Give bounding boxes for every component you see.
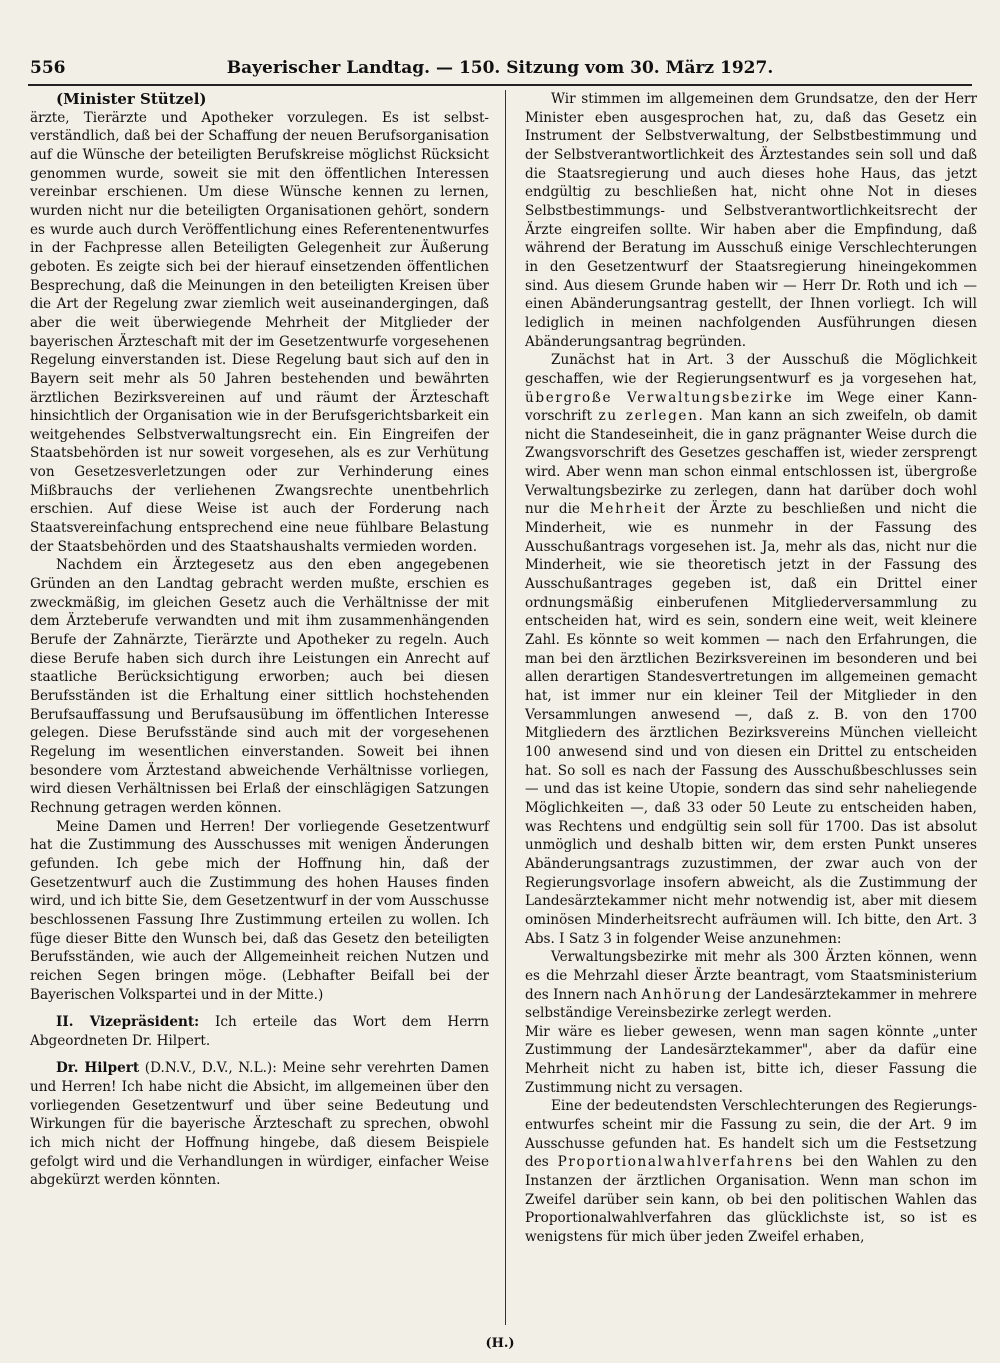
emphasized-text: Mehrheit: [589, 501, 667, 518]
emphasized-text: Anhörung: [641, 986, 723, 1003]
text-run: im Wege einer Kannvorschrift: [525, 389, 977, 425]
statement-text: Ich erteile das Wort dem Herrn Abgeordneten Dr. Hilpert.: [30, 1014, 489, 1049]
statement-text: Meine sehr verehrten Damen und Herren! Ich habe nicht die Absicht, im allgemeinen über den vorliegenden Gesetzentwurf und über seine Bedeutung und Wirkungen für die bayerische Ärzteschaft zu sprechen, obwohl ich mich nicht der Hoffnung hingebe, daß diesem Beispiele gefolgt wird und die Verhandlungen in würdiger, einfacher Weise abgekürzt werden könnten.: [30, 1060, 489, 1189]
speaker-name: II. Vizepräsident:: [56, 1014, 200, 1031]
hilpert-statement: [30, 1059, 489, 1190]
paragraph: Mir wäre es lieber gewesen, wenn man sagen könnte „unter Zustimmung der Landesärztekammer", aber da dafür eine Mehrheit nicht zu haben ist, bitte ich, dieser Fassung die Zustimmung nicht zu versagen.: [525, 1023, 977, 1096]
speaker-tag: (Minister Stützel): [56, 90, 207, 108]
text-run: Man kann an sich zweifeln, ob damit nicht die Standeseinheit, die in ganz prägnanter Weise durch die Zwangsvorschrift des Gesetzes geschaffen ist, wieder zersprengt wird. Aber wenn man schon einmal entschlossen ist, übergroße Verwaltungsbezirke zu zerlegen, dann hat darüber doch wohl nur die: [525, 408, 978, 518]
vizepraesident-statement: [30, 1013, 489, 1050]
emphasized-text: übergroße Verwaltungsbezirke: [525, 389, 794, 406]
text-run: der Landesärztekammer in mehrere selbständige Vereinsbezirke zerlegt werden.: [525, 986, 977, 1022]
paragraph: ärzte, Tierärzte und Apotheker vorzulegen. Es ist selbstverständlich, daß bei der Schaffung der neuen Berufsorganisation auf die Wünsche der beteiligten Berufskreise möglichst Rücksicht genommen wurde, soweit sie mit den öffentlichen Interessen vereinbar erschienen. Um diese Wünsche kennen zu lernen, wurden nicht nur die beteiligten Organisationen gehört, sondern es wurde auch durch Veröffentlichung eines Referentenentwurfes in der Fachpresse allen Beteiligten Gelegenheit zur Äußerung geboten. Es zeigte sich bei der hierauf einsetzenden öffentlichen Besprechung, daß die Meinungen in den beteiligten Kreisen über die Art der Regelung zwar ziemlich weit auseinandergingen, daß aber die weit überwiegende Mehrheit der Mitglieder der bayerischen Ärzteschaft mit der im Gesetzentwurfe vorgesehenen Regelung einverstanden ist. Diese Regelung baut sich auf den in Bayern seit mehr als 50 Jahren bestehenden und bewährten ärztlichen Bezirksvereinen auf und räumt der Ärzteschaft hinsichtlich der Organisation wie in der Berufsgerichtsbarkeit ein weitgehendes Selbstverwaltungsrecht ein. Ein Eingreifen der Staatsbehörden ist nur soweit vorgesehen, als es zur Verhütung von Gesetzesverletzungen oder zur Verhinderung eines Mißbrauchs der verliehenen Zwangsrechte unentbehrlich erschien. Auf diese Weise ist auch der Forderung nach Staatsvereinfachung entsprechend eine neue fühlbare Belastung der Staatsbehörden und des Staatshaushalts vermieden worden.: [30, 109, 489, 555]
text-run: der Ärzte zu beschließen und nicht die Minderheit, wie es nunmehr in der Fassung des Ausschußantrags vorgesehen ist. Ja, mehr als das, nicht nur die Minderheit, wie sie theoretisch jetzt in der Fassung des Ausschußantrages gegeben ist, daß ein Drittel einer ordnungsmäßig einberufenen Mitgliederversammlung zu entscheiden hat, wird es sein, sondern eine weit, weit kleinere Zahl. Es könnte so weit kommen — nach den Erfahrungen, die man bei den ärztlichen Bezirksvereinen im besonderen und bei allen derartigen Standesvertretungen im allgemeinen gemacht hat, ist immer nur ein kleiner Teil der Mitglieder in den Versammlungen anwesend —, daß z. B. von den 1700 Mitgliedern des ärztlichen Bezirksvereins München vielleicht 100 anwesend sind und von diesen ein Drittel zu entscheiden hat. So soll es nach der Fassung des Ausschußbeschlusses sein — und das ist keine Utopie, sondern das sind sehr naheliegende Möglichkeiten —, daß 33 oder 50 Leute zu entscheiden haben, was Rechtens und endgültig sein soll für 1700. Das ist absolut unmöglich und deshalb bitten wir, dem ersten Punkt unseres Abänderungsantrags zuzustimmen, der zwar auch von der Regierungsvorlage insofern abweicht, als die Zustimmung der Landesärztekammer nicht mehr notwendig ist, aber mit diesem ominösen Minderheitsrecht aufräumen will. Ich bitte, den Art. 3 Abs. I Satz 3 in folgender Weise anzunehmen:: [525, 501, 977, 947]
paragraph: Wir stimmen im allgemeinen dem Grundsatze, den der Herr Minister eben ausgesprochen hat, zu, daß das Gesetz ein Instrument der Selbstverwaltung, der Selbstbestimmung und der Selbstverantwortlichkeit des Ärztestandes sein soll und daß die Staatsregierung und auch dieses hohe Haus, das jetzt endgültig zu beschließen hat, nicht ohne Not in dieses Selbstbestimmungs- und Selbstverantwortlichkeitsrecht der Ärzte eingreifen sollte. Wir haben aber die Empfindung, daß während der Beratung im Ausschuß einige Verschlechterungen in den Gesetzentwurf der Staatsregierung hineingekommen sind. Aus diesem Grunde haben wir — Herr Dr. Roth und ich — einen Abänderungsantrag gestellt, der Ihnen vorliegt. Ich will lediglich in meinen nachfolgenden Ausführungen diesen Abänderungsantrag begründen.: [525, 91, 977, 350]
footer-mark: (H.): [485, 1336, 515, 1351]
page-header: [28, 58, 972, 82]
emphasized-text: Proportionalwahlverfahrens: [557, 1154, 794, 1171]
paragraph: Meine Damen und Herren! Der vorliegende Gesetzentwurf hat die Zustimmung des Ausschusses mit wenigen Änderungen gefunden. Ich gebe mich der Hoffnung hin, daß der Gesetzentwurf auch die Zustimmung des hohen Hauses finden wird, und ich bitte Sie, dem Gesetzentwurf in der vom Ausschusse beschlossenen Fassung Ihre Zustimmung erteilen zu wollen. Ich füge dieser Bitte den Wunsch bei, daß das Gesetz den beteiligten Berufsständen, wie auch der Allgemeinheit reichen Nutzen und reichen Segen bringen möge. (Lebhafter Beifall bei der Bayerischen Volkspartei und in der Mitte.): [30, 818, 489, 1003]
right-column: [525, 90, 977, 1247]
text-run: Zunächst hat in Art. 3 der Ausschuß die Möglichkeit geschaffen, wie der Regierungsentwurf es ja vorgesehen hat,: [525, 352, 977, 387]
left-column: [30, 90, 489, 1190]
page-number: 556: [30, 58, 66, 78]
column-divider: [505, 90, 506, 1325]
amendment-quote: [525, 948, 977, 1023]
paragraph: [525, 351, 977, 948]
emphasized-text: zu zerlegen.: [598, 408, 705, 425]
paragraph: [525, 1097, 977, 1246]
party-affiliation: (D.N.V., D.V., N.L.):: [139, 1060, 277, 1077]
header-rule: [28, 84, 972, 86]
running-head: Bayerischer Landtag. — 150. Sitzung vom 30. März 1927.: [226, 58, 774, 78]
speaker-name: Dr. Hilpert: [56, 1060, 140, 1077]
text-run: Eine der bedeutendsten Verschlechterungen des Regierungsentwurfes scheint mir die Fassung zu sein, die der Art. 9 im Ausschusse gefunden hat. Es handelt sich um die Festsetzung des: [525, 1098, 977, 1171]
paragraph: Nachdem ein Ärztegesetz aus den eben angegebenen Gründen an den Landtag gebracht werden mußte, erschien es zweckmäßig, im gleichen Gesetz auch die Verhältnisse der mit dem Ärzteberufe verwandten und mit ihm zusammenhängenden Berufe der Zahnärzte, Tierärzte und Apotheker zu regeln. Auch diese Berufe haben sich durch ihre Leistungen ein Anrecht auf staatliche Berücksichtigung erworben; auch bei diesen Berufsständen ist die Erhaltung einer sittlich hochstehenden Berufsauffassung und Berufsausübung im öffentlichen Interesse gelegen. Diese Berufsstände sind auch mit der vorgesehenen Regelung im wesentlichen einverstanden. Soweit bei ihnen besondere vom Ärztestand abweichende Verhältnisse vorliegen, wird diesen Verhältnissen bei Erlaß der einschlägigen Satzungen Rechnung getragen werden können.: [30, 557, 489, 816]
text-run: bei den Wahlen zu den Instanzen der ärztlichen Organisation. Wenn man schon im Zweifel darüber sein kann, ob bei den politischen Wahlen das Proportionalwahlverfahren das glücklichste ist, so ist es wenigstens für mich über jeden Zweifel erhaben,: [525, 1154, 977, 1246]
text-run: Verwaltungsbezirke mit mehr als 300 Ärzten können, wenn es die Mehrzahl dieser Ärzte beantragt, vom Staatsministerium des Innern nach: [525, 949, 977, 1003]
